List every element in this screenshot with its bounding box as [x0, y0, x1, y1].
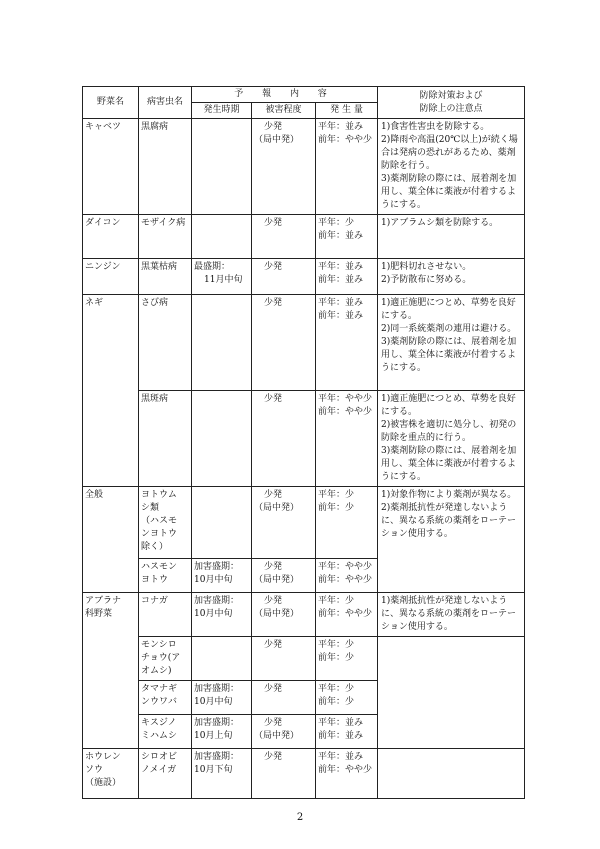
pest-line: ヨトウ — [141, 575, 169, 585]
damage-cell — [252, 559, 316, 593]
pest-line: ンヨトウ — [141, 529, 178, 539]
vegetable-line: （施設） — [85, 778, 122, 788]
measure-item: 3)薬剤防除の際には、展着剤を加用し、葉全体に薬液が付着するようにする。 — [381, 446, 517, 482]
header-vegetable: 野菜名 — [83, 87, 139, 119]
amount-line: 平年：少 — [318, 684, 355, 694]
amount-cell — [316, 259, 378, 295]
measure-item: 2)同一系統薬剤の連用は避ける。 — [381, 324, 517, 334]
period-cell — [192, 391, 252, 487]
header-forecast: 予 報 内 容 — [192, 87, 378, 103]
period-line: 最盛期： — [194, 262, 231, 272]
amount-cell — [316, 715, 378, 749]
damage-cell — [252, 681, 316, 715]
amount-line: 前年：やや少 — [318, 135, 373, 145]
amount-cell — [316, 681, 378, 715]
period-line: 加害盛期： — [194, 684, 240, 694]
amount-line: 前年：やや少 — [318, 765, 373, 775]
damage-line: （局中発） — [254, 503, 300, 513]
amount-line: 平年：並み — [318, 718, 364, 728]
damage-line: （局中発） — [254, 609, 300, 619]
amount-line: 平年：少 — [318, 218, 355, 228]
pest-forecast-table — [82, 86, 525, 799]
period-line: 10月中旬 — [194, 575, 233, 585]
period-line: 加害盛期： — [194, 562, 240, 572]
vegetable-cell — [83, 749, 139, 799]
damage-line: 少発 — [264, 640, 283, 650]
damage-line: 少発 — [264, 490, 283, 500]
pest-line: シロオビ — [141, 752, 178, 762]
vegetable-cell: キャベツ — [83, 119, 139, 215]
period-cell — [192, 295, 252, 391]
amount-line: 平年：少 — [318, 640, 355, 650]
amount-cell — [316, 749, 378, 799]
amount-line: 前年：少 — [318, 503, 355, 513]
page-number: 2 — [296, 812, 304, 823]
pest-line: キスジノ — [141, 718, 177, 728]
measure-item: 1)肥料切れさせない。 — [381, 262, 472, 272]
header-measures-line1: 防除対策および — [419, 90, 483, 101]
amount-line: 前年：やや少 — [318, 575, 373, 585]
pest-line: タマナギ — [141, 684, 178, 694]
damage-line: 少発 — [264, 752, 283, 762]
table-row — [83, 749, 525, 799]
amount-line: 前年：並み — [318, 311, 364, 321]
damage-line: 少発 — [264, 562, 283, 572]
pest-line: シ類 — [141, 503, 160, 513]
pest-line: ハスモン — [141, 562, 178, 572]
amount-line: 前年：やや少 — [318, 407, 373, 417]
header-damage: 被害程度 — [252, 103, 316, 119]
damage-line: （局中発） — [254, 731, 300, 741]
measure-item: 1)食害性害虫を防除する。 — [381, 122, 490, 132]
amount-cell — [316, 391, 378, 487]
damage-cell — [252, 119, 316, 215]
damage-line: 少発 — [264, 298, 283, 308]
pest-line: ヨトウム — [141, 490, 177, 500]
pest-cell — [139, 715, 192, 749]
amount-line: 前年：少 — [318, 697, 355, 707]
vegetable-line: ホウレン — [85, 752, 121, 762]
amount-line: 平年：並み — [318, 262, 364, 272]
header-pest: 病害虫名 — [139, 87, 192, 119]
pest-line: ンウワバ — [141, 697, 178, 707]
header-measures-line2: 防除上の注意点 — [419, 103, 483, 114]
damage-cell — [252, 715, 316, 749]
damage-line: 少発 — [264, 684, 283, 694]
period-cell — [192, 559, 252, 593]
pest-cell — [139, 749, 192, 799]
pest-line: オムシ) — [141, 666, 172, 676]
damage-cell — [252, 637, 316, 681]
table-row — [83, 487, 525, 559]
vegetable-cell: ダイコン — [83, 215, 139, 259]
pest-cell: 黒葉枯病 — [139, 259, 192, 295]
measures-cell — [378, 259, 525, 295]
pest-line: 除く） — [141, 542, 169, 552]
amount-line: 前年：並み — [318, 231, 364, 241]
measures-cell — [378, 391, 525, 487]
table-row — [83, 593, 525, 637]
damage-cell — [252, 391, 316, 487]
vegetable-line: 科野菜 — [85, 609, 113, 619]
damage-line: 少発 — [264, 596, 283, 606]
amount-cell — [316, 637, 378, 681]
period-cell — [192, 487, 252, 559]
period-cell — [192, 715, 252, 749]
header-period: 発生時期 — [192, 103, 252, 119]
pest-cell — [139, 487, 192, 559]
period-line: 加害盛期： — [194, 718, 240, 728]
damage-cell — [252, 259, 316, 295]
measure-item: 1)薬剤抵抗性が発達しないように、異なる系統の薬剤をローテーション使用する。 — [381, 596, 517, 632]
table-row — [83, 259, 525, 295]
amount-line: 平年：並み — [318, 298, 364, 308]
amount-line: 前年：少 — [318, 653, 355, 663]
period-cell — [192, 119, 252, 215]
damage-cell — [252, 295, 316, 391]
amount-line: 平年：やや少 — [318, 562, 373, 572]
damage-cell — [252, 593, 316, 637]
measures-cell — [378, 119, 525, 215]
measures-cell — [378, 215, 525, 259]
amount-cell — [316, 215, 378, 259]
damage-line: 少発 — [264, 122, 283, 132]
damage-line: 少発 — [264, 262, 283, 272]
vegetable-cell: ネギ — [83, 295, 139, 487]
amount-cell — [316, 487, 378, 559]
amount-cell — [316, 119, 378, 215]
amount-line: 前年：やや少 — [318, 609, 373, 619]
damage-line: 少発 — [264, 394, 283, 404]
measure-item: 1)アブラムシ類を防除する。 — [381, 218, 499, 228]
period-line: 加害盛期： — [194, 752, 240, 762]
period-cell — [192, 593, 252, 637]
table-row — [83, 295, 525, 391]
pest-line: （ハスモ — [141, 516, 178, 526]
measure-item: 3)薬剤防除の際には、展着剤を加用し、葉全体に薬液が付着するようにする。 — [381, 337, 517, 373]
measure-item: 1)対象作物により薬剤が異なる。 — [381, 490, 517, 500]
pest-cell: 黒斑病 — [139, 391, 192, 487]
pest-cell: 黒腐病 — [139, 119, 192, 215]
pest-cell — [139, 681, 192, 715]
period-line: 10月中旬 — [194, 697, 233, 707]
header-amount: 発 生 量 — [316, 103, 378, 119]
pest-cell — [139, 559, 192, 593]
header-measures — [378, 87, 525, 119]
pest-cell: さび病 — [139, 295, 192, 391]
pest-cell — [139, 637, 192, 681]
measures-cell — [378, 749, 525, 799]
table-row — [83, 119, 525, 215]
amount-line: 平年：少 — [318, 490, 355, 500]
measure-item: 1)適正施肥につとめ、草勢を良好にする。 — [381, 394, 516, 417]
period-line: 加害盛期： — [194, 596, 240, 606]
vegetable-cell: 全般 — [83, 487, 139, 593]
damage-cell — [252, 215, 316, 259]
vegetable-cell: ニンジン — [83, 259, 139, 295]
pest-line: モンシロ — [141, 640, 177, 650]
damage-cell — [252, 749, 316, 799]
table-row — [83, 637, 525, 681]
period-line: 10月下旬 — [194, 765, 233, 775]
pest-cell: モザイク病 — [139, 215, 192, 259]
period-cell — [192, 259, 252, 295]
measures-cell — [378, 593, 525, 637]
damage-line: （局中発） — [254, 135, 300, 145]
amount-cell — [316, 559, 378, 593]
damage-line: 少発 — [264, 218, 283, 228]
table-row — [83, 391, 525, 487]
amount-line: 平年：少 — [318, 596, 355, 606]
period-line: 10月上旬 — [194, 731, 233, 741]
measures-cell — [378, 295, 525, 391]
pest-line: ミハムシ — [141, 731, 178, 741]
period-line: 10月中旬 — [194, 609, 233, 619]
damage-line: （局中発） — [254, 575, 300, 585]
vegetable-line: アブラナ — [85, 596, 122, 606]
amount-line: 平年：並み — [318, 122, 364, 132]
pest-line: チョウ(ア — [141, 653, 181, 663]
period-line: 11月中旬 — [204, 275, 243, 285]
amount-line: 平年：並み — [318, 752, 364, 762]
vegetable-line: ソウ — [85, 765, 104, 775]
amount-line: 前年：並み — [318, 275, 364, 285]
table-row — [83, 215, 525, 259]
amount-line: 前年：並み — [318, 731, 364, 741]
period-cell — [192, 215, 252, 259]
measure-item: 1)適正施肥につとめ、草勢を良好にする。 — [381, 298, 516, 321]
measures-cell — [378, 487, 525, 593]
amount-cell — [316, 295, 378, 391]
period-cell — [192, 749, 252, 799]
amount-cell — [316, 593, 378, 637]
measure-item: 2)被害株を適切に処分し、初発の防除を重点的に行う。 — [381, 420, 517, 443]
period-cell — [192, 637, 252, 681]
measure-item: 3)薬剤防除の際には、展着剤を加用し、葉全体に薬液が付着するようにする。 — [381, 174, 517, 210]
pest-cell: コナガ — [139, 593, 192, 637]
pest-line: ノメイガ — [141, 765, 177, 775]
measures-cell — [378, 637, 525, 749]
damage-line: 少発 — [264, 718, 283, 728]
period-cell — [192, 681, 252, 715]
amount-line: 平年：やや少 — [318, 394, 373, 404]
measure-item: 2)降雨や高温(20℃以上)が続く場合は発病の恐れがあるため、薬剤防除を行う。 — [381, 135, 518, 171]
vegetable-cell — [83, 593, 139, 749]
measure-item: 2)薬剤抵抗性が発達しないように、異なる系統の薬剤をローテーション使用する。 — [381, 503, 517, 539]
measure-item: 2)予防散布に努める。 — [381, 275, 472, 285]
damage-cell — [252, 487, 316, 559]
